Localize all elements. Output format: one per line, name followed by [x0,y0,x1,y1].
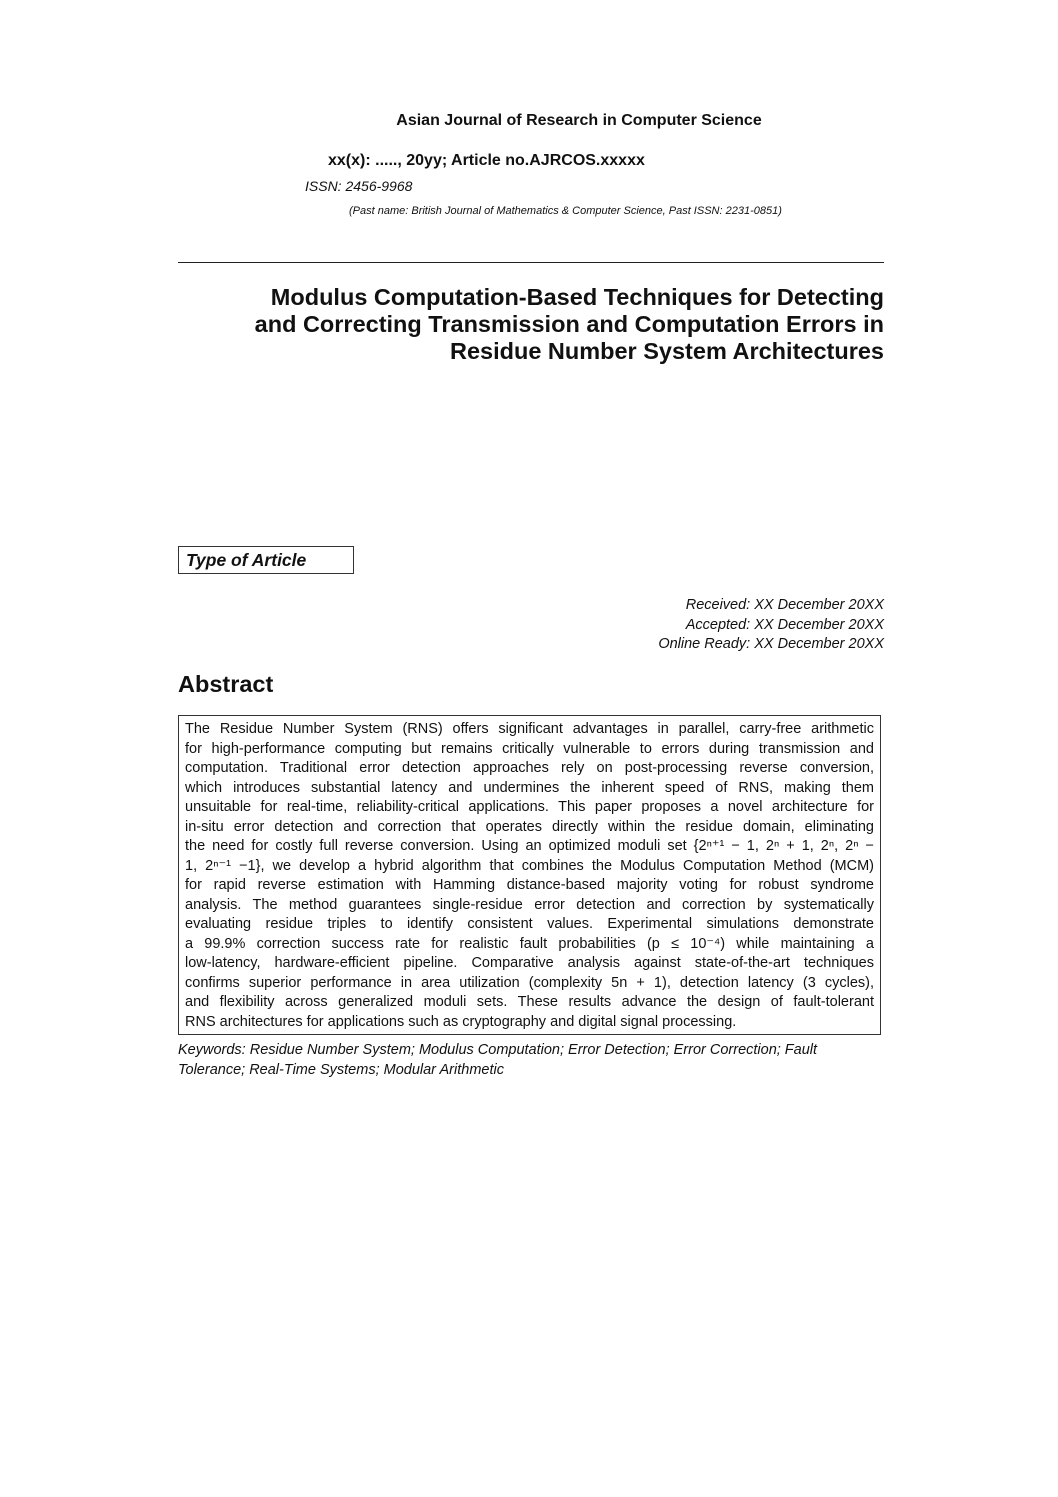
abstract-line: evaluating residue triples to identify consistent values. Experimental simulations demonstrate [185,916,874,932]
received-date: Received: XX December 20XX [685,597,884,613]
abstract-line: and flexibility across generalized moduli sets. These results advance the design of fault-tolerant [185,994,874,1010]
abstract-line: a 99.9% correction success rate for realistic fault probabilities (p ≤ 10⁻⁴) while maintaining a [185,935,874,952]
article-type-box: Type of Article [178,546,354,574]
abstract-line: 1, 2ⁿ⁻¹ −1}, we develop a hybrid algorithm that combines the Modulus Computation Method (MCM) [185,857,874,874]
online-date: Online Ready: XX December 20XX [658,636,884,652]
issue-info: xx(x): ....., 20yy; Article no.AJRCOS.xxxxx [328,152,645,169]
abstract-heading: Abstract [178,671,274,697]
header-divider [178,262,884,263]
abstract-line: the need for costly full reverse conversion. Using an optimized moduli set {2ⁿ⁺¹ − 1, 2ⁿ + 1, 2ⁿ, 2ⁿ − [185,838,874,854]
abstract-line: for rapid reverse estimation with Hamming distance-based majority voting for robust syndrome [185,877,874,893]
abstract-line: low-latency, hardware-efficient pipeline. Comparative analysis against state-of-the-art techniques [185,955,874,971]
keywords: Keywords: Residue Number System; Modulus Computation; Error Detection; Error Correction; Fault Tolerance; Real-Time Systems; Modular Arithmetic [178,1042,818,1078]
issn: ISSN: 2456-9968 [305,178,413,194]
abstract-box [178,715,881,1035]
abstract-line: which introduces substantial latency and undermines the inherent speed of RNS, making them [185,779,874,796]
title-line: Residue Number System Architectures [449,338,884,364]
abstract-line: computation. Traditional error detection approaches rely on post-processing reverse conversion, [185,760,874,776]
abstract-line: in-situ error detection and correction that operates directly within the residue domain, eliminating [185,818,874,835]
abstract-line: RNS architectures for applications such as cryptography and digital signal processing. [185,1013,737,1030]
title-line: and Correcting Transmission and Computation Errors in [254,311,884,337]
accepted-date: Accepted: XX December 20XX [685,616,884,633]
abstract-line: for high-performance computing but remains critically vulnerable to errors during transmission and [185,740,874,757]
publication-dates [500,596,884,655]
abstract-line: unsuitable for real-time, reliability-critical applications. This paper proposes a novel architecture for [185,799,874,815]
past-name-note: (Past name: British Journal of Mathematics & Computer Science, Past ISSN: 2231-0851) [349,205,782,217]
title-line: Modulus Computation-Based Techniques for Detecting [270,284,884,310]
journal-name: Asian Journal of Research in Computer Science [396,112,762,129]
abstract-line: The Residue Number System (RNS) offers significant advantages in parallel, carry-free arithmetic [185,721,874,737]
abstract-line: analysis. The method guarantees single-residue error detection and correction by systematically [185,896,874,913]
abstract-line: confirms superior performance in area utilization (complexity 5n + 1), detection latency (3 cycles), [185,974,874,991]
paper-title [178,284,884,365]
